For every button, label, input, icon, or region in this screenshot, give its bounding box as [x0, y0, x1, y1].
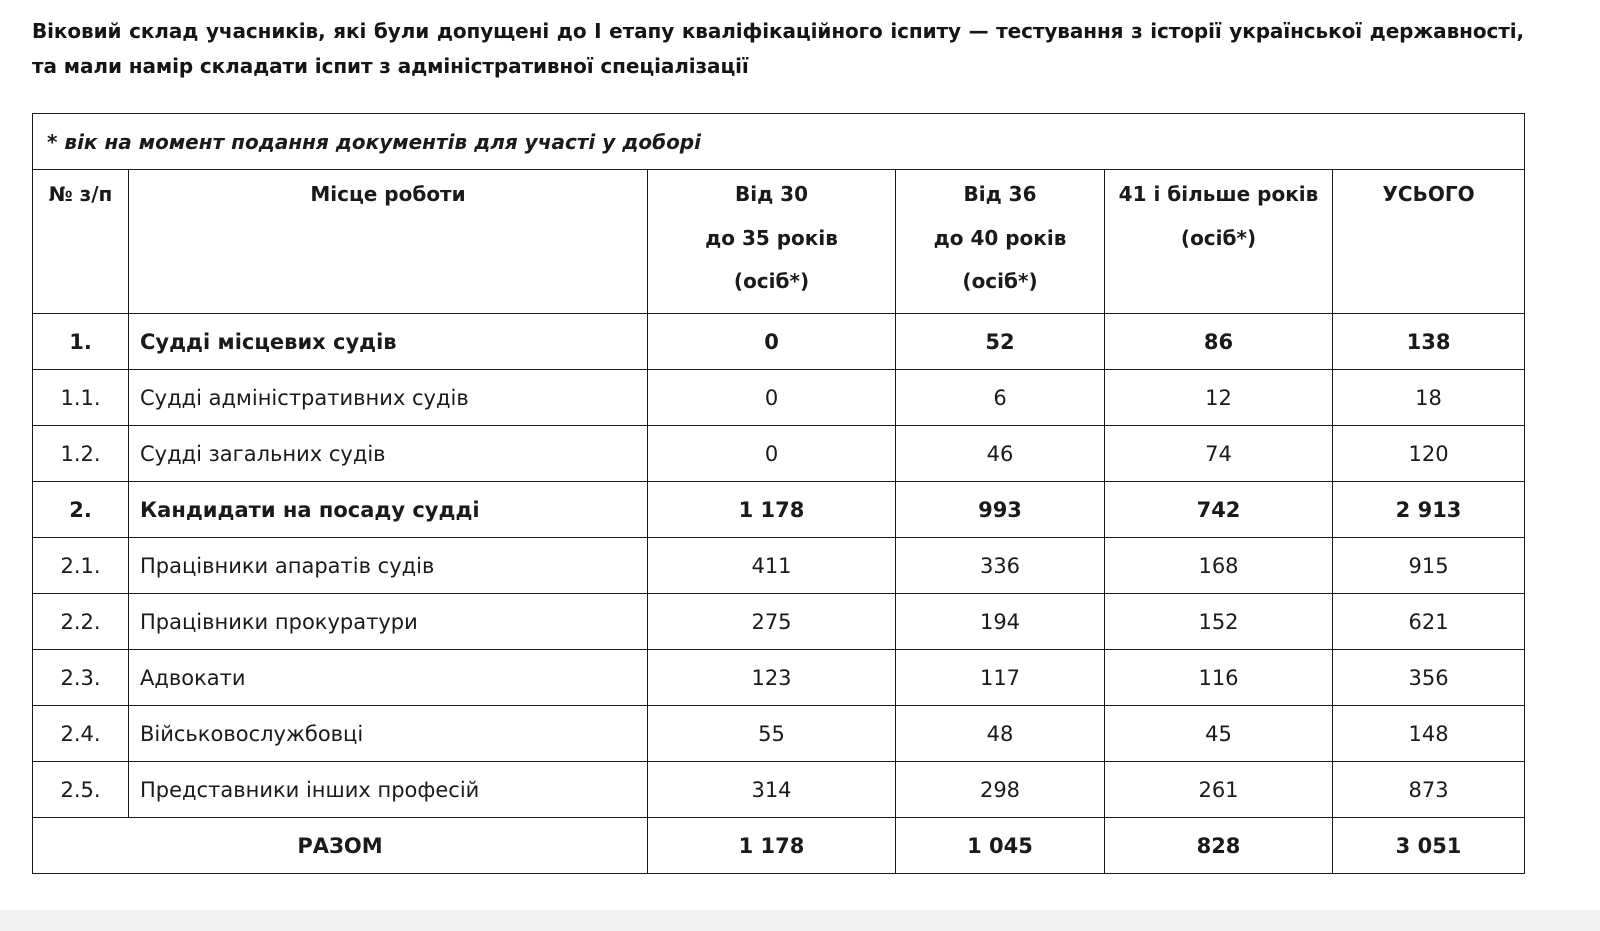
table-row — [33, 314, 1525, 370]
header-age-41-plus — [1105, 170, 1333, 314]
header-age-30-35-line-1: Від 30 — [734, 182, 809, 206]
row-num: 1.2. — [33, 426, 129, 482]
bottom-strip — [0, 910, 1600, 931]
cell-age-30-35: 0 — [648, 314, 896, 370]
row-num: 1. — [33, 314, 129, 370]
header-num: № з/п — [33, 170, 129, 314]
cell-age-30-35: 55 — [648, 706, 896, 762]
cell-age-30-35: 1 178 — [648, 482, 896, 538]
header-age-36-40-line-1: Від 36 — [963, 182, 1037, 206]
cell-age-36-40: 117 — [896, 650, 1105, 706]
table-note: * вік на момент подання документів для участі у доборі — [33, 114, 1525, 170]
header-age-30-35-line-3: (осіб*) — [733, 269, 810, 293]
row-place: Судді адміністративних судів — [129, 370, 648, 426]
cell-age-30-35: 275 — [648, 594, 896, 650]
total-row — [33, 818, 1525, 874]
grand-total: 3 051 — [1333, 818, 1525, 874]
cell-age-36-40: 993 — [896, 482, 1105, 538]
cell-age-36-40: 298 — [896, 762, 1105, 818]
table-row — [33, 650, 1525, 706]
cell-age-41-plus: 742 — [1105, 482, 1333, 538]
row-place: Представники інших професій — [129, 762, 648, 818]
cell-age-30-35: 0 — [648, 426, 896, 482]
row-num: 2.3. — [33, 650, 129, 706]
table-row — [33, 706, 1525, 762]
row-place: Судді місцевих судів — [129, 314, 648, 370]
total-label: РАЗОМ — [33, 818, 648, 874]
header-row — [33, 170, 1525, 314]
cell-age-36-40: 52 — [896, 314, 1105, 370]
table-row — [33, 426, 1525, 482]
cell-age-41-plus: 261 — [1105, 762, 1333, 818]
cell-age-36-40: 194 — [896, 594, 1105, 650]
cell-age-30-35: 123 — [648, 650, 896, 706]
row-place: Адвокати — [129, 650, 648, 706]
cell-age-36-40: 46 — [896, 426, 1105, 482]
cell-total: 356 — [1333, 650, 1525, 706]
cell-age-41-plus: 74 — [1105, 426, 1333, 482]
total-age-30-35: 1 178 — [648, 818, 896, 874]
cell-total: 120 — [1333, 426, 1525, 482]
table-row — [33, 482, 1525, 538]
page-title: Віковий склад учасників, які були допущені до I етапу кваліфікаційного іспиту — тестування з історії української державності, та мали намір складати іспит з адміністративної спеціалізації — [32, 19, 1524, 78]
cell-age-30-35: 0 — [648, 370, 896, 426]
cell-total: 621 — [1333, 594, 1525, 650]
header-age-36-40 — [896, 170, 1105, 314]
cell-total: 2 913 — [1333, 482, 1525, 538]
cell-age-36-40: 48 — [896, 706, 1105, 762]
cell-age-30-35: 411 — [648, 538, 896, 594]
header-place: Місце роботи — [129, 170, 648, 314]
header-age-30-35-line-2: до 35 років — [705, 225, 838, 250]
header-age-36-40-line-2: до 40 років — [933, 225, 1067, 250]
cell-total: 915 — [1333, 538, 1525, 594]
cell-age-41-plus: 86 — [1105, 314, 1333, 370]
row-num: 2.2. — [33, 594, 129, 650]
row-num: 2. — [33, 482, 129, 538]
total-age-36-40: 1 045 — [896, 818, 1105, 874]
row-place: Працівники апаратів судів — [129, 538, 648, 594]
header-age-41-plus-line-1: 41 і більше років — [1118, 182, 1319, 206]
cell-total: 873 — [1333, 762, 1525, 818]
row-place: Працівники прокуратури — [129, 594, 648, 650]
cell-age-41-plus: 116 — [1105, 650, 1333, 706]
table-row — [33, 538, 1525, 594]
table-row — [33, 762, 1525, 818]
cell-age-41-plus: 168 — [1105, 538, 1333, 594]
header-total: УСЬОГО — [1333, 170, 1525, 314]
cell-total: 148 — [1333, 706, 1525, 762]
row-num: 1.1. — [33, 370, 129, 426]
header-age-30-35 — [648, 170, 896, 314]
cell-age-41-plus: 12 — [1105, 370, 1333, 426]
cell-age-36-40: 6 — [896, 370, 1105, 426]
cell-age-41-plus: 45 — [1105, 706, 1333, 762]
row-num: 2.5. — [33, 762, 129, 818]
cell-total: 138 — [1333, 314, 1525, 370]
cell-age-41-plus: 152 — [1105, 594, 1333, 650]
table-row — [33, 594, 1525, 650]
header-age-36-40-line-3: (осіб*) — [962, 269, 1038, 293]
cell-age-36-40: 336 — [896, 538, 1105, 594]
age-composition-table — [32, 113, 1525, 874]
header-age-41-plus-line-2: (осіб*) — [1180, 225, 1257, 250]
table-row — [33, 370, 1525, 426]
note-row — [33, 114, 1525, 170]
cell-total: 18 — [1333, 370, 1525, 426]
total-age-41-plus: 828 — [1105, 818, 1333, 874]
row-place: Судді загальних судів — [129, 426, 648, 482]
row-place: Кандидати на посаду судді — [129, 482, 648, 538]
row-place: Військовослужбовці — [129, 706, 648, 762]
row-num: 2.4. — [33, 706, 129, 762]
cell-age-30-35: 314 — [648, 762, 896, 818]
row-num: 2.1. — [33, 538, 129, 594]
